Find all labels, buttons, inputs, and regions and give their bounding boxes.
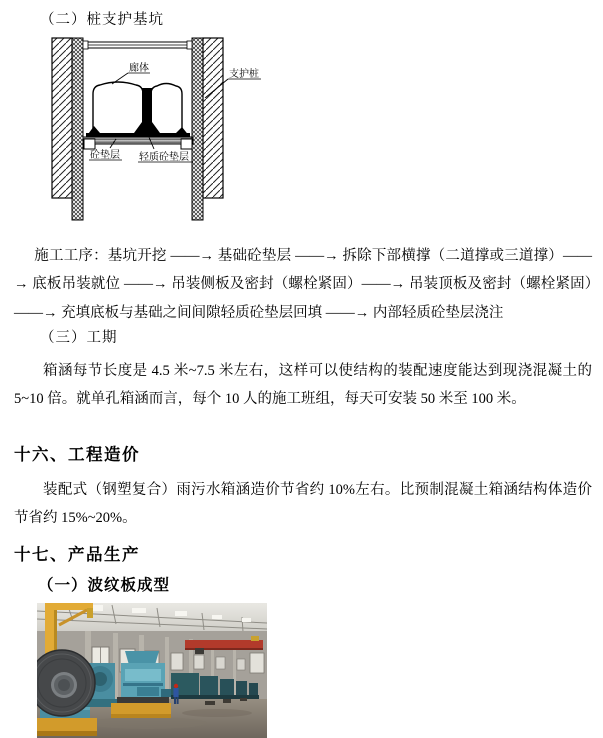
support-pile-left: [72, 38, 83, 220]
process-flow-paragraph: 施工工序：基坑开挖 ——→ 基础砼垫层 ——→ 拆除下部横撑（二道撑或三道撑）——→ 底板吊装就位 ——→ 吊装侧板及密封（螺栓紧固）——→ 吊装顶板及密封（螺栓紧固）——→ 充填底板与基础之间间隙轻质砼垫层回填 ——→ 内部轻质砼垫层浇注: [14, 247, 592, 321]
corrugated-plate-forming-workshop-photo: [37, 603, 267, 738]
section2-heading: （二）桩支护基坑: [40, 12, 164, 28]
pile-supported-pit-diagram: [38, 36, 308, 230]
soil-wall-left: [52, 38, 72, 198]
section16-heading: 十六、工程造价: [14, 445, 140, 464]
label-culvert-body: 廊体: [129, 63, 149, 74]
workshop-photo-svg: [37, 603, 267, 738]
schedule-paragraph: 箱涵每节长度是 4.5 米~7.5 米左右，这样可以使结构的装配速度能达到现浇混凝土的 5~10 倍。就单孔箱涵而言，每个 10 人的施工班组，每天可安装 50 米至 100 米。: [14, 362, 592, 407]
worker-figure: [173, 684, 178, 704]
label-light-concrete-cushion: 轻质砼垫层: [139, 152, 189, 163]
section17-heading: 十七、产品生产: [14, 545, 140, 564]
cushion-layer-strip: [83, 137, 193, 149]
pit-diagram-svg: [38, 36, 308, 230]
top-strut: [83, 41, 192, 49]
sub-section1-heading: （一）波纹板成型: [38, 577, 171, 594]
section3-heading: （三）工期: [40, 330, 118, 346]
cost-paragraph: 装配式（钢塑复合）雨污水箱涵造价节省约 10%左右。比预制混凝土箱涵结构体造价节省约 15%~20%。: [14, 481, 592, 526]
culvert-body: [86, 82, 190, 138]
steel-coil: [37, 650, 97, 736]
support-pile-right: [192, 38, 203, 220]
soil-wall-right: [203, 38, 223, 198]
label-concrete-cushion: 砼垫层: [90, 150, 120, 161]
label-support-pile: 支护桩: [229, 69, 259, 80]
